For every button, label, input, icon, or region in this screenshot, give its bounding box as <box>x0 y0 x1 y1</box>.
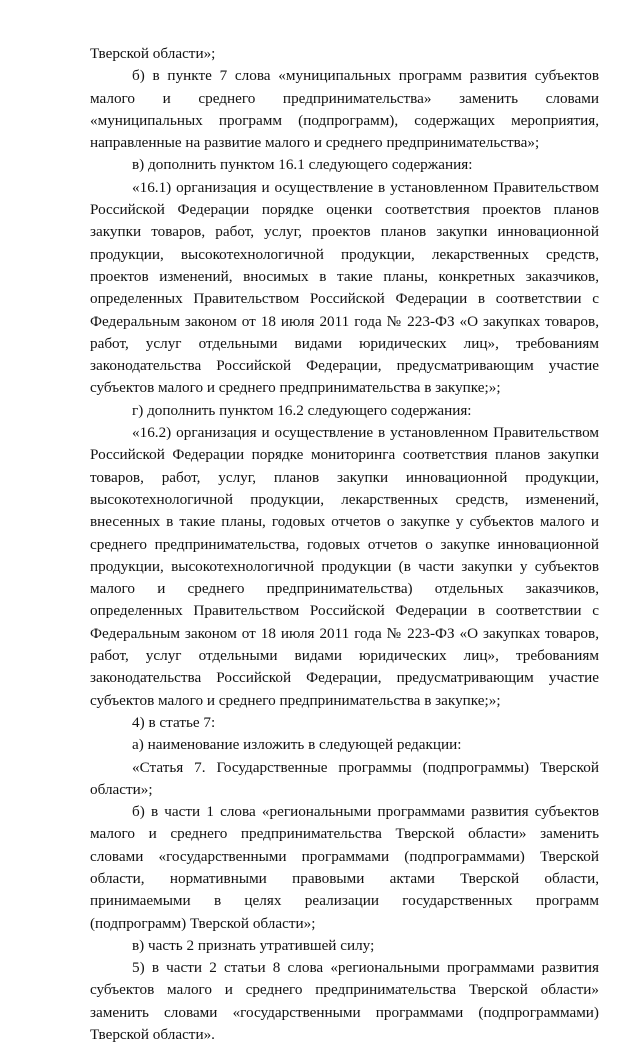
document-line: среднего предпринимательства, годовых отчетов о закупке инновационной <box>90 535 599 553</box>
document-line: г) дополнить пунктом 16.2 следующего содержания: <box>132 401 472 419</box>
document-body <box>90 43 599 1046</box>
document-line: работ, услуг отдельными видами юридических лиц», требованиям <box>90 647 599 665</box>
document-line: области, нормативными правовыми актами Тверской области, <box>90 869 599 887</box>
document-line: малого и среднего предпринимательства Тверской области» заменить <box>90 825 599 843</box>
document-line: принимаемыми в целях реализации государственных программ <box>90 892 599 910</box>
document-line: а) наименование изложить в следующей редакции: <box>132 736 462 754</box>
document-line: Федеральным законом от 18 июля 2011 года № 223-ФЗ «О закупках товаров, <box>90 312 599 330</box>
document-line: субъектов малого и среднего предпринимательства в закупке;»; <box>90 691 501 709</box>
document-line: Российской Федерации порядке оценки соответствия проектов планов <box>90 201 599 219</box>
document-line: заменить словами «государственными программами (подпрограммами) <box>90 1003 599 1021</box>
document-line: Российской Федерации порядке мониторинга соответствия планов закупки <box>90 446 599 464</box>
document-line: малого и среднего предпринимательства» заменить словами <box>90 89 599 107</box>
document-line: 5) в части 2 статьи 8 слова «региональными программами развития <box>132 959 599 977</box>
document-line: 4) в статье 7: <box>132 713 216 731</box>
document-line: продукции, высокотехнологичной продукции (в части закупки у субъектов <box>90 557 599 575</box>
document-line: определенных Правительством Российской Федерации в соответствии с <box>90 602 599 620</box>
document-line: Федеральным законом от 18 июля 2011 года № 223-ФЗ «О закупках товаров, <box>90 624 599 642</box>
document-line: области»; <box>90 780 153 798</box>
document-line: Тверской области»; <box>90 45 216 62</box>
document-line: работ, услуг отдельными видами юридических лиц», требованиям <box>90 334 599 352</box>
document-line: закупки товаров, работ, услуг, проектов планов закупки инновационной <box>90 223 599 241</box>
document-line: в) часть 2 признать утратившей силу; <box>132 936 375 954</box>
document-line: в) дополнить пунктом 16.1 следующего содержания: <box>132 156 473 174</box>
document-line: «муниципальных программ (подпрограмм), содержащих мероприятия, <box>90 111 599 129</box>
document-line: законодательства Российской Федерации, предусматривающим участие <box>90 669 599 687</box>
document-line: «16.1) организация и осуществление в установленном Правительством <box>132 178 599 196</box>
document-line: малого и среднего предпринимательства) отдельных заказчиков, <box>90 580 599 598</box>
document-line: продукции, высокотехнологичной продукции, лекарственных средств, <box>90 245 599 263</box>
document-line: законодательства Российской Федерации, предусматривающим участие <box>90 357 599 375</box>
document-line: б) в пункте 7 слова «муниципальных программ развития субъектов <box>132 67 599 85</box>
document-line: определенных Правительством Российской Федерации в соответствии с <box>90 290 599 308</box>
document-line: словами «государственными программами (подпрограммами) Тверской <box>90 847 599 865</box>
document-line: (подпрограмм) Тверской области»; <box>90 914 316 932</box>
document-line: «Статья 7. Государственные программы (подпрограммы) Тверской <box>132 758 599 776</box>
document-line: внесенных в такие планы, годовых отчетов о закупке у субъектов малого и <box>90 513 599 531</box>
document-line: субъектов малого и среднего предпринимательства в закупке;»; <box>90 379 501 397</box>
document-line: проектов изменений, вносимых в такие планы, конкретных заказчиков, <box>90 267 599 285</box>
document-line: Тверской области». <box>90 1026 215 1044</box>
document-line: высокотехнологичной продукции, лекарственных средств, изменений, <box>90 490 599 508</box>
document-line: товаров, работ, услуг, планов закупки инновационной продукции, <box>90 468 599 486</box>
document-line: «16.2) организация и осуществление в установленном Правительством <box>132 424 599 442</box>
document-line: субъектов малого и среднего предпринимательства Тверской области» <box>90 981 599 999</box>
document-line: б) в части 1 слова «региональными программами развития субъектов <box>132 803 599 821</box>
document-line: направленные на развитие малого и среднего предпринимательства»; <box>90 134 540 152</box>
